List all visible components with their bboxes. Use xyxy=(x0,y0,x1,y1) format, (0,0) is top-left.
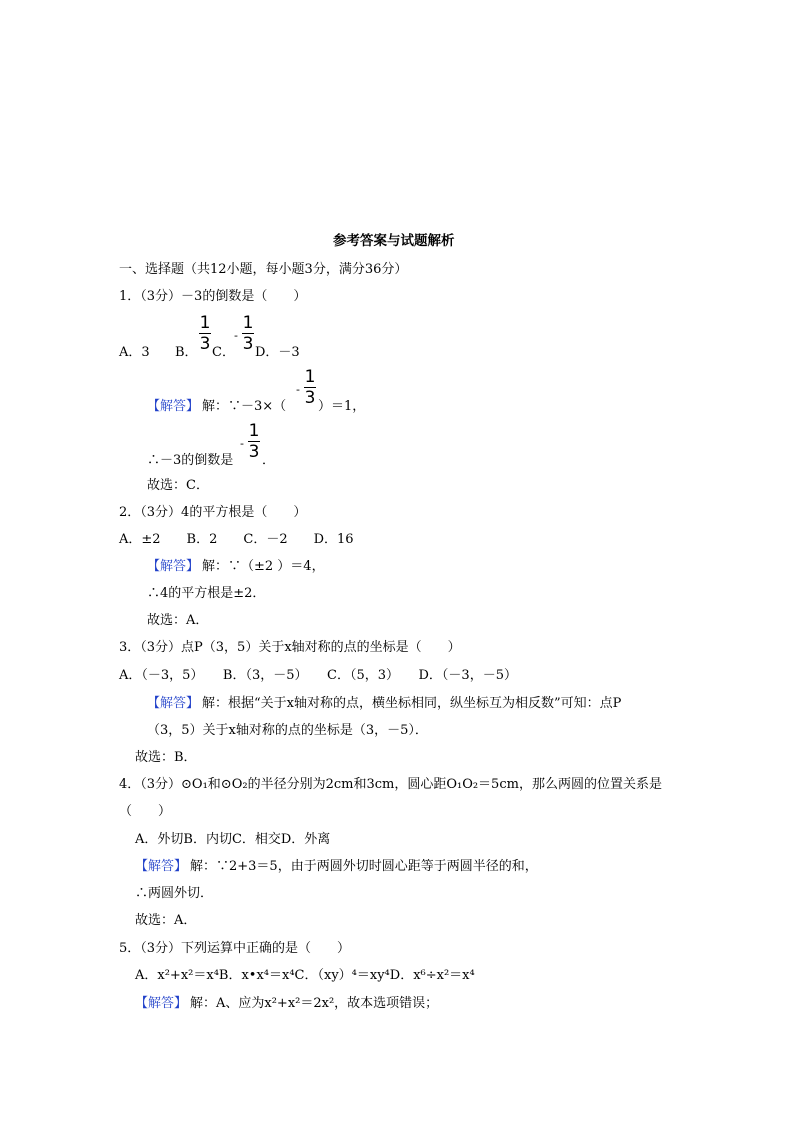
q1-stem: 1．（3分）－3的倒数是（ ） xyxy=(119,289,307,304)
q1-option-d: D．－3 xyxy=(255,345,300,360)
q1-solution-fraction xyxy=(304,368,316,407)
q4-stem-continued: （ ） xyxy=(119,804,172,819)
fraction-denominator: 3 xyxy=(248,442,260,462)
q2-solution-line2: ∴4的平方根是±2． xyxy=(147,586,266,601)
q5-stem: 5．（3分）下列运算中正确的是（ ） xyxy=(119,941,351,956)
q2-solution-tag: 【解答】 xyxy=(147,559,200,574)
fraction-denominator: 3 xyxy=(242,334,254,354)
q4-choice: 故选：A． xyxy=(135,913,197,928)
section-heading: 一、选择题（共12小题，每小题3分，满分36分） xyxy=(119,262,408,277)
q1-option-b-fraction xyxy=(199,314,211,353)
fraction-numerator: 1 xyxy=(304,367,316,387)
q1-solution-line2-post: ． xyxy=(262,453,276,468)
q1-choice: 故选：C． xyxy=(147,478,209,493)
q3-stem: 3．（3分）点P（3，5）关于x轴对称的点的坐标是（ ） xyxy=(119,640,461,655)
fraction-denominator: 3 xyxy=(304,388,316,408)
q3-options: A．（－3，5） B．（3，－5） C．（5，3） D．（－3，－5） xyxy=(119,668,517,683)
q3-solution-line2: （3，5）关于x轴对称的点的坐标是（3，－5）． xyxy=(147,723,428,738)
q2-solution-line1: 解：∵（±2 ）＝4， xyxy=(202,559,325,574)
q4-options: A．外切B．内切C．相交D．外离 xyxy=(135,832,331,847)
q5-solution-tag: 【解答】 xyxy=(135,996,188,1011)
q1-option-c-minus: - xyxy=(234,329,238,342)
q3-solution-line1: 解：根据“关于x轴对称的点，横坐标相同，纵坐标互为相反数”可知：点P xyxy=(202,696,622,711)
q4-stem: 4．（3分）⊙O₁和⊙O₂的半径分别为2cm和3cm，圆心距O₁O₂＝5cm，那么两圆的位置关系是 xyxy=(119,777,662,792)
q5-solution-line1: 解：A、应为x²+x²＝2x²，故本选项错误； xyxy=(190,996,439,1011)
q1-solution-line2-fraction xyxy=(248,422,260,461)
q1-solution-minus: - xyxy=(296,383,300,396)
q2-options: A．±2 B．2 C．－2 D．16 xyxy=(119,532,354,547)
fraction-numerator: 1 xyxy=(199,313,211,333)
q3-solution-tag: 【解答】 xyxy=(147,696,200,711)
page-title: 参考答案与试题解析 xyxy=(333,233,455,249)
q4-solution-line1: 解：∵2+3＝5，由于两圆外切时圆心距等于两圆半径的和， xyxy=(190,859,538,874)
q2-stem: 2．（3分）4的平方根是（ ） xyxy=(119,505,307,520)
q1-solution-line1-post: ）＝1， xyxy=(318,399,366,414)
fraction-denominator: 3 xyxy=(199,334,211,354)
q3-choice: 故选：B． xyxy=(135,750,197,765)
q2-choice: 故选：A． xyxy=(147,613,209,628)
fraction-numerator: 1 xyxy=(242,313,254,333)
q5-options: A．x²+x²＝x⁴B．x•x⁴＝x⁴C．（xy）⁴＝xy⁴D．x⁶÷x²＝x⁴ xyxy=(135,968,475,983)
q1-option-c-label: C． xyxy=(212,345,235,360)
q4-solution-line2: ∴两圆外切． xyxy=(135,886,214,901)
q1-solution-line2-pre: ∴－3的倒数是 xyxy=(147,453,234,468)
fraction-numerator: 1 xyxy=(248,421,260,441)
q1-solution-tag: 【解答】 xyxy=(147,399,200,414)
q1-solution-line2-minus: - xyxy=(240,437,244,450)
q1-solution-line1-pre: 解：∵－3×（ xyxy=(202,399,287,414)
q1-option-c-fraction xyxy=(242,314,254,353)
q1-option-b-label: B． xyxy=(175,345,198,360)
q1-option-a: A．3 xyxy=(119,345,150,360)
q4-solution-tag: 【解答】 xyxy=(135,859,188,874)
